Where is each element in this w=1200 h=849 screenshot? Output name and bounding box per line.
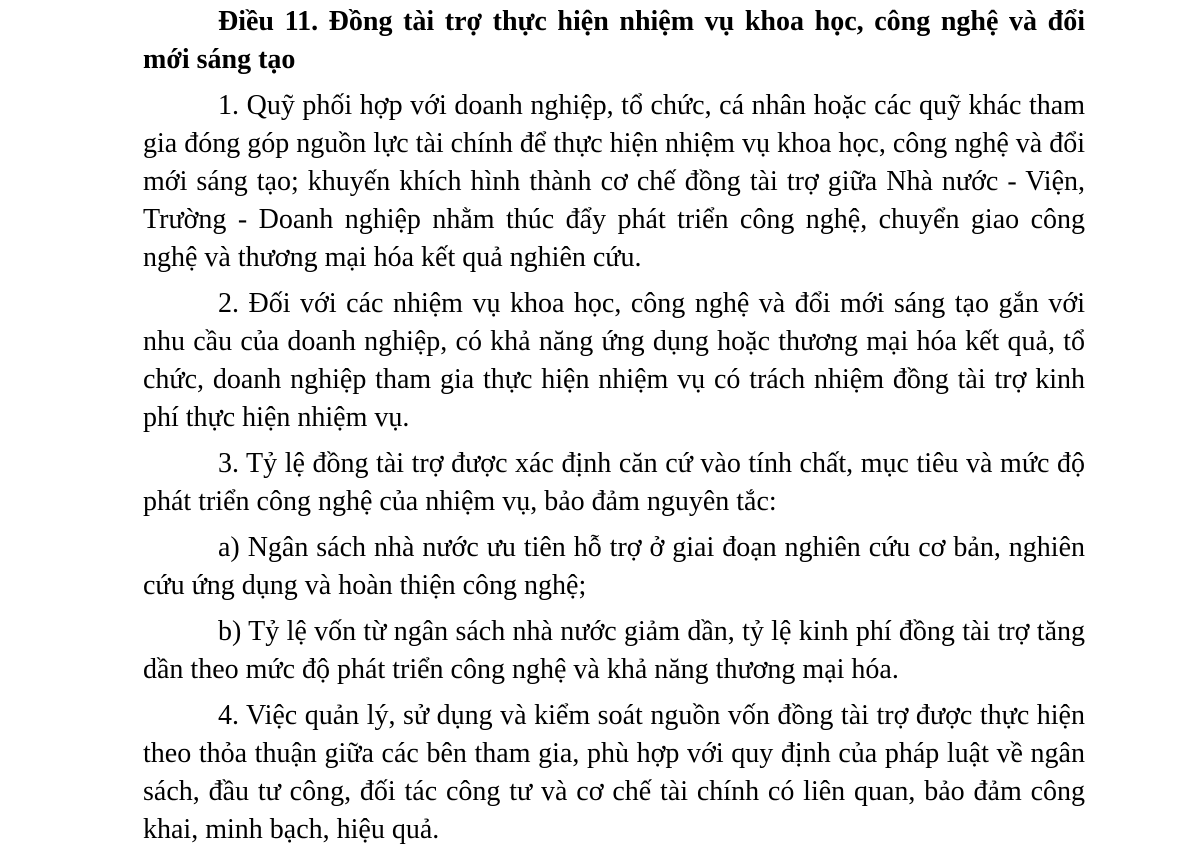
- article-heading: Điều 11. Đồng tài trợ thực hiện nhiệm vụ khoa học, công nghệ và đổi mới sáng tạo: [143, 6, 1085, 75]
- clause-1: 1. Quỹ phối hợp với doanh nghiệp, tổ chức, cá nhân hoặc các quỹ khác tham gia đóng góp nguồn lực tài chính để thực hiện nhiệm vụ khoa học, công nghệ và đổi mới sáng tạo; khuyến khích hình thành cơ chế đồng tài trợ giữa Nhà nước - Viện, Trường - Doanh nghiệp nhằm thúc đẩy phát triển công nghệ, chuyển giao công nghệ và thương mại hóa kết quả nghiên cứu.: [143, 90, 1085, 273]
- clause-3b: b) Tỷ lệ vốn từ ngân sách nhà nước giảm dần, tỷ lệ kinh phí đồng tài trợ tăng dần theo mức độ phát triển công nghệ và khả năng thương mại hóa.: [143, 616, 1085, 685]
- clause-3a: a) Ngân sách nhà nước ưu tiên hỗ trợ ở giai đoạn nghiên cứu cơ bản, nghiên cứu ứng dụng và hoàn thiện công nghệ;: [143, 532, 1085, 601]
- clause-2: 2. Đối với các nhiệm vụ khoa học, công nghệ và đổi mới sáng tạo gắn với nhu cầu của doanh nghiệp, có khả năng ứng dụng hoặc thương mại hóa kết quả, tổ chức, doanh nghiệp tham gia thực hiện nhiệm vụ có trách nhiệm đồng tài trợ kinh phí thực hiện nhiệm vụ.: [143, 288, 1085, 433]
- clause-3: 3. Tỷ lệ đồng tài trợ được xác định căn cứ vào tính chất, mục tiêu và mức độ phát triển công nghệ của nhiệm vụ, bảo đảm nguyên tắc:: [143, 448, 1085, 517]
- clause-4: 4. Việc quản lý, sử dụng và kiểm soát nguồn vốn đồng tài trợ được thực hiện theo thỏa thuận giữa các bên tham gia, phù hợp với quy định của pháp luật về ngân sách, đầu tư công, đối tác công tư và cơ chế tài chính có liên quan, bảo đảm công khai, minh bạch, hiệu quả.: [143, 700, 1085, 845]
